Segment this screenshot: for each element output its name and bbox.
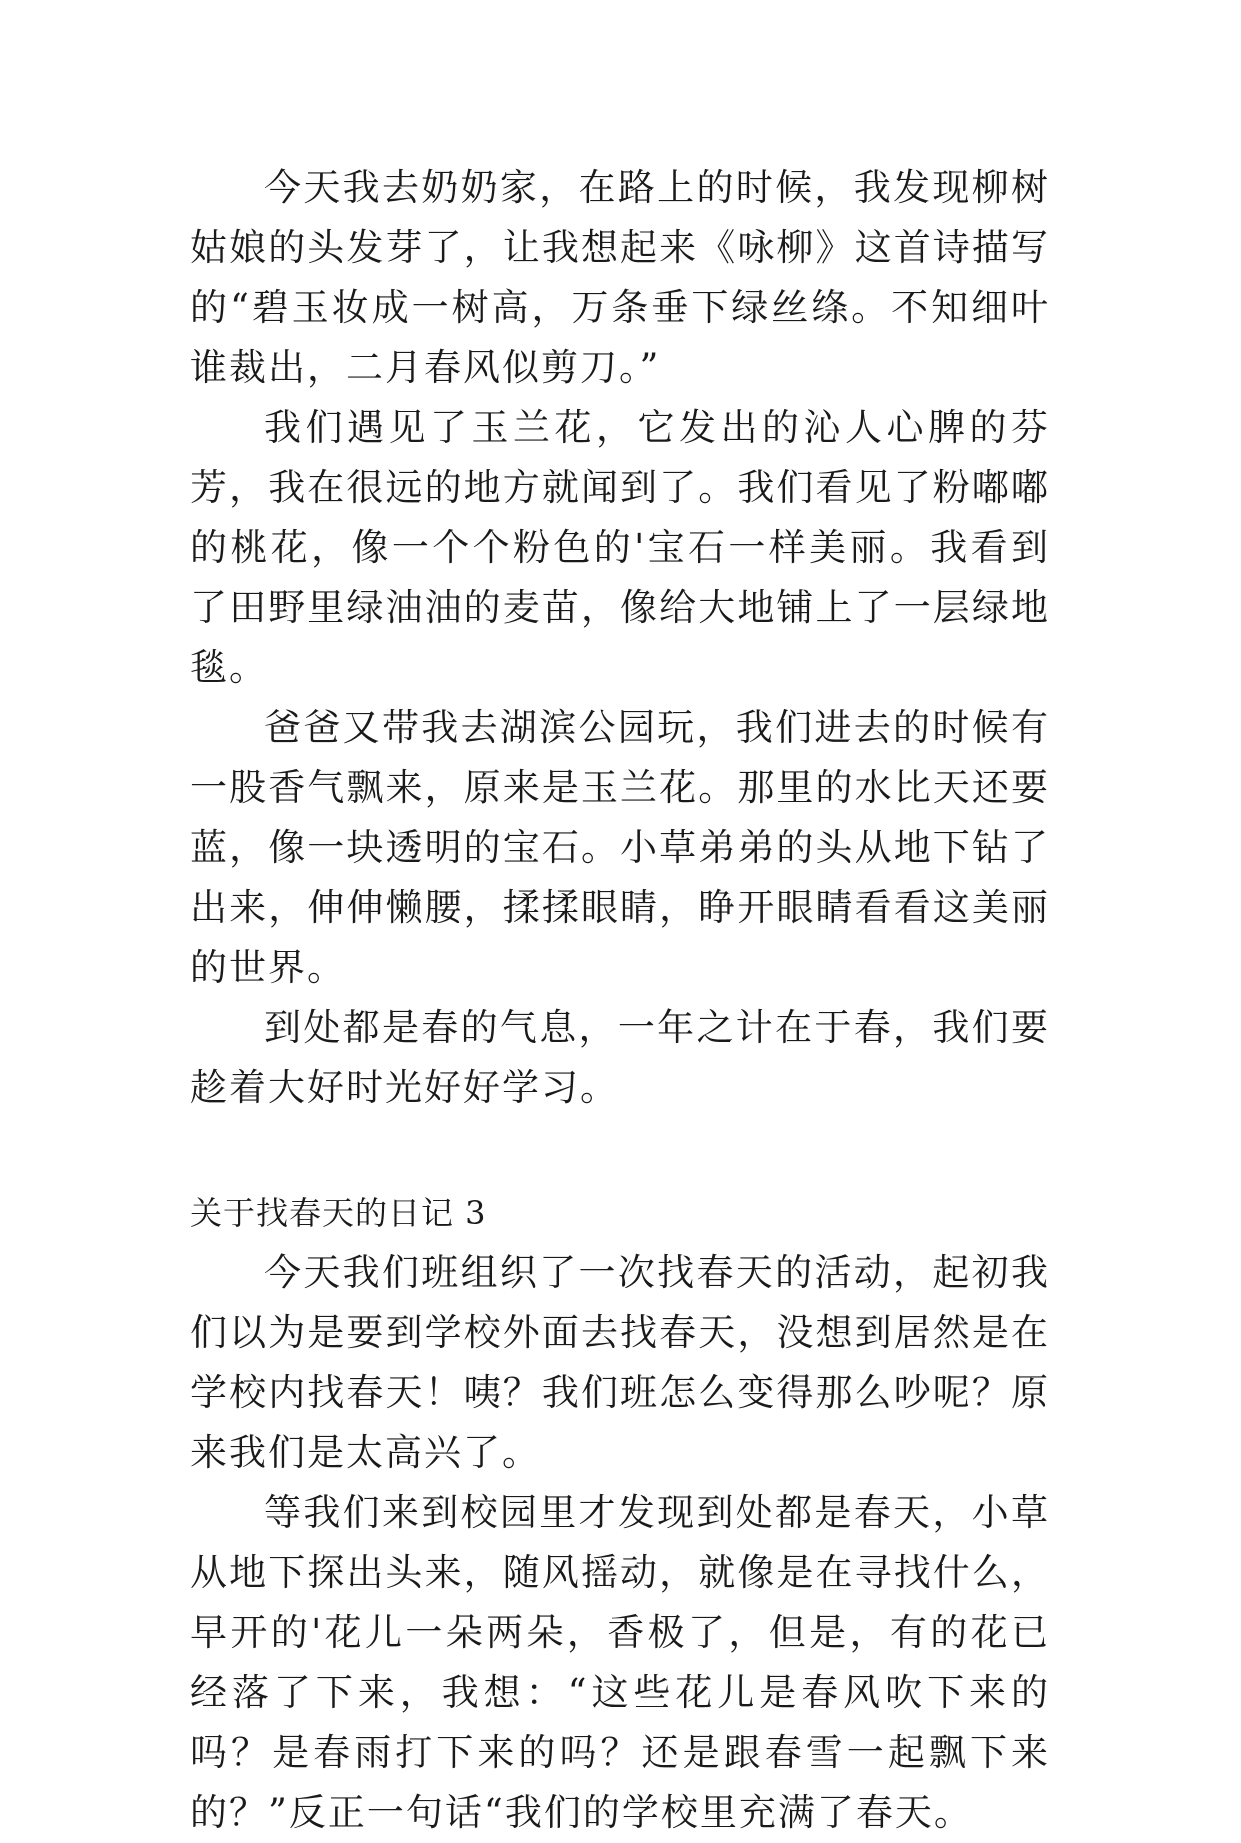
paragraph-willow: 今天我去奶奶家，在路上的时候，我发现柳树姑娘的头发芽了，让我想起来《咏柳》这首诗描写的“碧玉妆成一树高，万条垂下绿丝绦。不知细叶谁裁出，二月春风似剪刀。” [190,166,1050,389]
paragraph-park: 爸爸又带我去湖滨公园玩，我们进去的时候有一股香气飘来，原来是玉兰花。那里的水比天还要蓝，像一块透明的宝石。小草弟弟的头从地下钻了出来，伸伸懒腰，揉揉眼睛，睁开眼睛看看这美丽的世界。 [190,706,1050,989]
paragraph-spring-conclusion: 到处都是春的气息，一年之计在于春，我们要趁着大好时光好好学习。 [190,1006,1050,1109]
document-body [190,158,1050,1843]
paragraph-magnolia: 我们遇见了玉兰花，它发出的沁人心脾的芬芳，我在很远的地方就闻到了。我们看见了粉嘟嘟的桃花，像一个个粉色的'宝石一样美丽。我看到了田野里绿油油的麦苗，像给大地铺上了一层绿地毯。 [190,406,1050,689]
paragraph-class-activity: 今天我们班组织了一次找春天的活动，起初我们以为是要到学校外面去找春天，没想到居然是在学校内找春天！咦？我们班怎么变得那么吵呢？原来我们是太高兴了。 [190,1251,1050,1474]
diary-heading: 关于找春天的日记 3 [190,1194,487,1232]
paragraph-campus-spring: 等我们来到校园里才发现到处都是春天，小草从地下探出头来，随风摇动，就像是在寻找什么，早开的'花儿一朵两朵，香极了，但是，有的花已经落了下来，我想：“这些花儿是春风吹下来的吗？是春雨打下来的吗？还是跟春雪一起飘下来的？”反正一句话“我们的学校里充满了春天。 [190,1491,1050,1834]
